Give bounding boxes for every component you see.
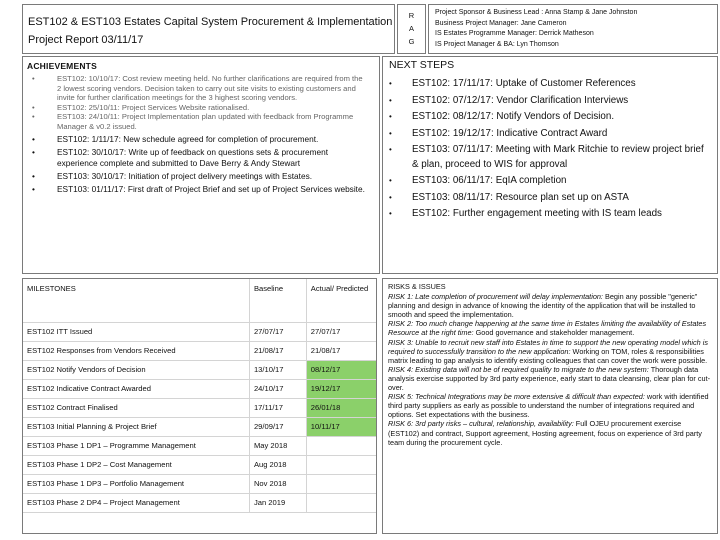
- milestone-actual: [306, 475, 376, 494]
- risk-mitigation: Begin any possible "generic" planning and design in advance of knowing the identity of the application that will be installed to smooth and speed the implementation.: [388, 292, 698, 320]
- milestone-baseline: 21/08/17: [249, 342, 306, 361]
- risk-item: [388, 392, 712, 419]
- report-title: EST102 & EST103 Estates Capital System Procurement & Implementation: [28, 16, 393, 28]
- lead-is-pm: IS Project Manager & BA: Lyn Thomson: [435, 40, 559, 48]
- risk-item: [388, 319, 712, 337]
- milestone-baseline: Jan 2019: [249, 494, 306, 513]
- risk-title: RISK 1: Late completion of procurement will delay implementation:: [388, 292, 603, 302]
- next-step-item: • EST102: 17/11/17: Uptake of Customer References: [383, 77, 717, 91]
- risk-mitigation: Full OJEU procurement exercise (EST102) and contract, Support agreement, Hosting agreement, focus on experience of 3rd party team during the procurement cycle.: [388, 419, 702, 447]
- next-steps-heading: NEXT STEPS: [389, 59, 455, 71]
- milestone-name: EST103 Initial Planning & Project Brief: [23, 418, 249, 437]
- next-steps-list: [383, 77, 717, 224]
- achievements-panel: [22, 56, 380, 274]
- rag-amber: A: [408, 24, 414, 33]
- lead-programme-manager: IS Estates Programme Manager: Derrick Matheson: [435, 30, 594, 37]
- milestone-actual: 10/11/17: [306, 418, 376, 437]
- achievements-list: [23, 74, 379, 195]
- report-subtitle: Project Report 03/11/17: [28, 34, 144, 46]
- achievement-item: • EST103: 24/10/11: Project Implementation plan updated with feedback from Programme Manager & v0.2 issued.: [23, 112, 379, 131]
- risk-title: RISK 4: Existing data will not be of required quality to migrate to the new system:: [388, 364, 649, 374]
- risk-title: RISK 2: Too much change happening at the same time in Estates limiting the availability of Estates Resource at the right time:: [388, 319, 707, 338]
- rag-red: R: [408, 11, 415, 20]
- milestone-actual: 08/12/17: [306, 361, 376, 380]
- milestone-actual: 21/08/17: [306, 342, 376, 361]
- next-step-item: • EST103: 06/11/17: EqIA completion: [383, 174, 717, 188]
- risks-heading: RISKS & ISSUES: [388, 282, 446, 291]
- milestone-row: [23, 380, 376, 399]
- milestone-actual: 27/07/17: [306, 323, 376, 342]
- milestone-row: [23, 437, 376, 456]
- milestone-row: [23, 342, 376, 361]
- milestone-name: EST103 Phase 1 DP1 – Programme Management: [23, 437, 249, 456]
- risk-item: [388, 365, 712, 392]
- milestone-baseline: Aug 2018: [249, 456, 306, 475]
- milestones-header-row: [23, 279, 376, 323]
- milestone-baseline: 29/09/17: [249, 418, 306, 437]
- milestone-row: [23, 494, 376, 513]
- milestone-baseline: 27/07/17: [249, 323, 306, 342]
- milestone-row: [23, 456, 376, 475]
- achievement-item: • EST102: 10/10/17: Cost review meeting held. No further clarifications are required from the 2 lowest scoring vendors. Decision taken to carry out site visits to existing customers and invite for further clarification meetings for the 3 highest scoring vendors.: [23, 74, 379, 103]
- milestone-row: [23, 399, 376, 418]
- achievement-item: • EST103: 30/10/17: Initiation of project delivery meetings with Estates.: [23, 171, 379, 182]
- baseline-column-header: Baseline: [249, 279, 306, 323]
- next-step-item: • EST102: 19/12/17: Indicative Contract Award: [383, 127, 717, 141]
- rag-green: G: [408, 37, 415, 46]
- achievement-item: • EST103: 01/11/17: First draft of Project Brief and set up of Project Services website.: [23, 184, 379, 195]
- milestone-name: EST102 Contract Finalised: [23, 399, 249, 418]
- milestone-name: EST102 ITT Issued: [23, 323, 249, 342]
- risk-title: RISK 3: Unable to recruit new staff into Estates in time to support the new operating model which is required to successfully transition to the new application:: [388, 337, 709, 356]
- milestone-baseline: Nov 2018: [249, 475, 306, 494]
- milestone-actual: 19/12/17: [306, 380, 376, 399]
- next-step-item: • EST102: 08/12/17: Notify Vendors of Decision.: [383, 110, 717, 124]
- milestone-name: EST102 Notify Vendors of Decision: [23, 361, 249, 380]
- risk-mitigation: work with identified third party suppliers as early as possible to understand the number of integrations required and options. Set expectations with the business.: [388, 392, 709, 420]
- milestones-panel: [22, 278, 377, 534]
- risks-issues-panel: [382, 278, 718, 534]
- lead-business-pm: Business Project Manager: Jane Cameron: [435, 19, 567, 27]
- next-step-item: • EST102: Further engagement meeting with IS team leads: [383, 207, 717, 221]
- next-steps-panel: [382, 56, 718, 274]
- milestone-name: EST103 Phase 1 DP3 – Portfolio Management: [23, 475, 249, 494]
- milestone-name: EST103 Phase 1 DP2 – Cost Management: [23, 456, 249, 475]
- risk-item: [388, 292, 712, 319]
- milestones-heading: MILESTONES: [23, 279, 249, 323]
- risk-mitigation: Working on TOM, roles & responsibilities matrix leading to gap analysis to identify existing colleagues that can cover the work were possible.: [388, 346, 708, 365]
- milestone-actual: [306, 456, 376, 475]
- risk-title: RISK 5: Technical Integrations may be more extensive & difficult than expected:: [388, 392, 645, 402]
- risk-item: [388, 338, 712, 365]
- risk-mitigation: Good governance and stakeholder management.: [473, 328, 635, 338]
- milestone-row: [23, 418, 376, 437]
- milestones-table: [23, 279, 376, 513]
- actual-column-header: Actual/ Predicted: [306, 279, 376, 323]
- project-leads-panel: [428, 4, 718, 54]
- rag-status-panel: [397, 4, 426, 54]
- risk-mitigation: Thorough data analysis exercise supported by 3rd party experience, early start to data cleansing, clear plan for cut-over.: [388, 364, 711, 393]
- milestone-baseline: 17/11/17: [249, 399, 306, 418]
- milestone-baseline: 24/10/17: [249, 380, 306, 399]
- milestones-body: [23, 323, 376, 513]
- milestone-row: [23, 323, 376, 342]
- milestone-row: [23, 361, 376, 380]
- next-step-item: • EST103: 07/11/17: Meeting with Mark Ritchie to review project brief & plan, proceed to WIS for approval: [383, 143, 717, 171]
- milestone-baseline: May 2018: [249, 437, 306, 456]
- milestone-name: EST103 Phase 2 DP4 – Project Management: [23, 494, 249, 513]
- milestone-actual: 26/01/18: [306, 399, 376, 418]
- milestone-baseline: 13/10/17: [249, 361, 306, 380]
- risk-item: [388, 419, 712, 446]
- next-step-item: • EST102: 07/12/17: Vendor Clarification Interviews: [383, 94, 717, 108]
- next-step-item: • EST103: 08/11/17: Resource plan set up on ASTA: [383, 191, 717, 205]
- report-title-panel: [22, 4, 395, 54]
- milestone-name: EST102 Indicative Contract Awarded: [23, 380, 249, 399]
- achievement-item: • EST102: 30/10/17: Write up of feedback on questions sets & procurement experience complete and submitted to Dave Berry & Andy Stewart: [23, 147, 379, 169]
- milestone-name: EST102 Responses from Vendors Received: [23, 342, 249, 361]
- achievement-item: • EST102: 25/10/11: Project Services Website rationalised.: [23, 103, 379, 113]
- lead-sponsor: Project Sponsor & Business Lead : Anna Stamp & Jane Johnston: [435, 9, 638, 16]
- achievement-item: • EST102: 1/11/17: New schedule agreed for completion of procurement.: [23, 134, 379, 145]
- risk-title: RISK 6: 3rd party risks – cultural, relationship, availability:: [388, 419, 574, 429]
- achievements-heading: ACHIEVEMENTS: [27, 61, 97, 71]
- milestone-actual: [306, 494, 376, 513]
- milestone-actual: [306, 437, 376, 456]
- milestone-row: [23, 475, 376, 494]
